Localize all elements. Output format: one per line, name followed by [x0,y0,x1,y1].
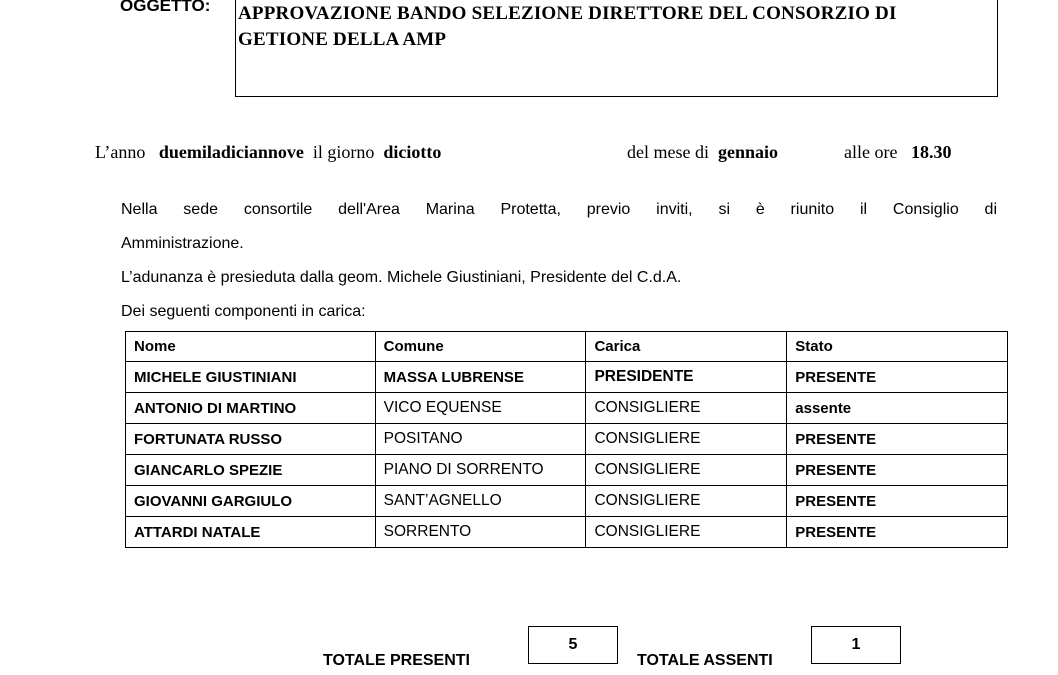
oggetto-line-2: GETIONE DELLA AMP [238,29,447,50]
cell-stato: PRESENTE [787,517,1008,548]
table-row [126,517,1008,548]
header-stato: Stato [787,332,1008,362]
ore-label: alle ore [844,142,898,162]
cell-stato: assente [787,393,1008,424]
table-row [126,424,1008,455]
cell-carica: PRESIDENTE [586,362,787,393]
paragraph-componenti: Dei seguenti componenti in carica: [121,303,366,320]
date-line-anno [95,142,441,163]
cell-stato: PRESENTE [787,455,1008,486]
mese-value: gennaio [717,142,778,162]
cell-nome: ANTONIO DI MARTINO [126,393,376,424]
cell-nome: FORTUNATA RUSSO [126,424,376,455]
cell-comune: VICO EQUENSE [375,393,586,424]
date-line-mese [627,142,778,163]
cell-stato: PRESENTE [787,486,1008,517]
cell-carica: CONSIGLIERE [586,424,787,455]
header-nome: Nome [126,332,376,362]
cell-comune: POSITANO [375,424,586,455]
paragraph-adunanza: L’adunanza è presieduta dalla geom. Michele Giustiniani, Presidente del C.d.A. [121,269,682,286]
ore-value: 18.30 [910,142,952,162]
cell-comune: SANT’AGNELLO [375,486,586,517]
table-row [126,393,1008,424]
giorno-value: diciotto [383,142,442,162]
header-comune: Comune [375,332,586,362]
anno-label: L’anno [95,142,146,162]
cell-nome: MICHELE GIUSTINIANI [126,362,376,393]
totale-presenti-value: 5 [528,626,618,664]
cell-comune: PIANO DI SORRENTO [375,455,586,486]
mese-label: del mese di [627,142,709,162]
paragraph-sede: Nella sede consortile dell'Area Marina Protetta, previo inviti, si è riunito il Consiglio di [121,201,997,218]
oggetto-text [238,1,988,53]
cell-comune: MASSA LUBRENSE [375,362,586,393]
date-line-ore [844,142,951,163]
header-carica: Carica [586,332,787,362]
cell-carica: CONSIGLIERE [586,517,787,548]
oggetto-label: OGGETTO: [120,0,211,15]
paragraph-sede-cont: Amministrazione. [121,235,244,252]
giorno-label: il giorno [312,142,375,162]
anno-value: duemiladiciannove [158,142,304,162]
table-header-row [126,332,1008,362]
cell-comune: SORRENTO [375,517,586,548]
totale-presenti-label: TOTALE PRESENTI [323,652,470,669]
cell-nome: ATTARDI NATALE [126,517,376,548]
table-row [126,362,1008,393]
cell-stato: PRESENTE [787,362,1008,393]
cell-carica: CONSIGLIERE [586,455,787,486]
totale-assenti-label: TOTALE ASSENTI [637,652,773,669]
cell-nome: GIANCARLO SPEZIE [126,455,376,486]
table-row [126,455,1008,486]
table-row [126,486,1008,517]
cell-stato: PRESENTE [787,424,1008,455]
cell-carica: CONSIGLIERE [586,486,787,517]
oggetto-line-1: APPROVAZIONE BANDO SELEZIONE DIRETTORE DEL CONSORZIO DI [238,3,897,24]
totale-assenti-value: 1 [811,626,901,664]
cell-nome: GIOVANNI GARGIULO [126,486,376,517]
members-table [125,331,1008,548]
cell-carica: CONSIGLIERE [586,393,787,424]
